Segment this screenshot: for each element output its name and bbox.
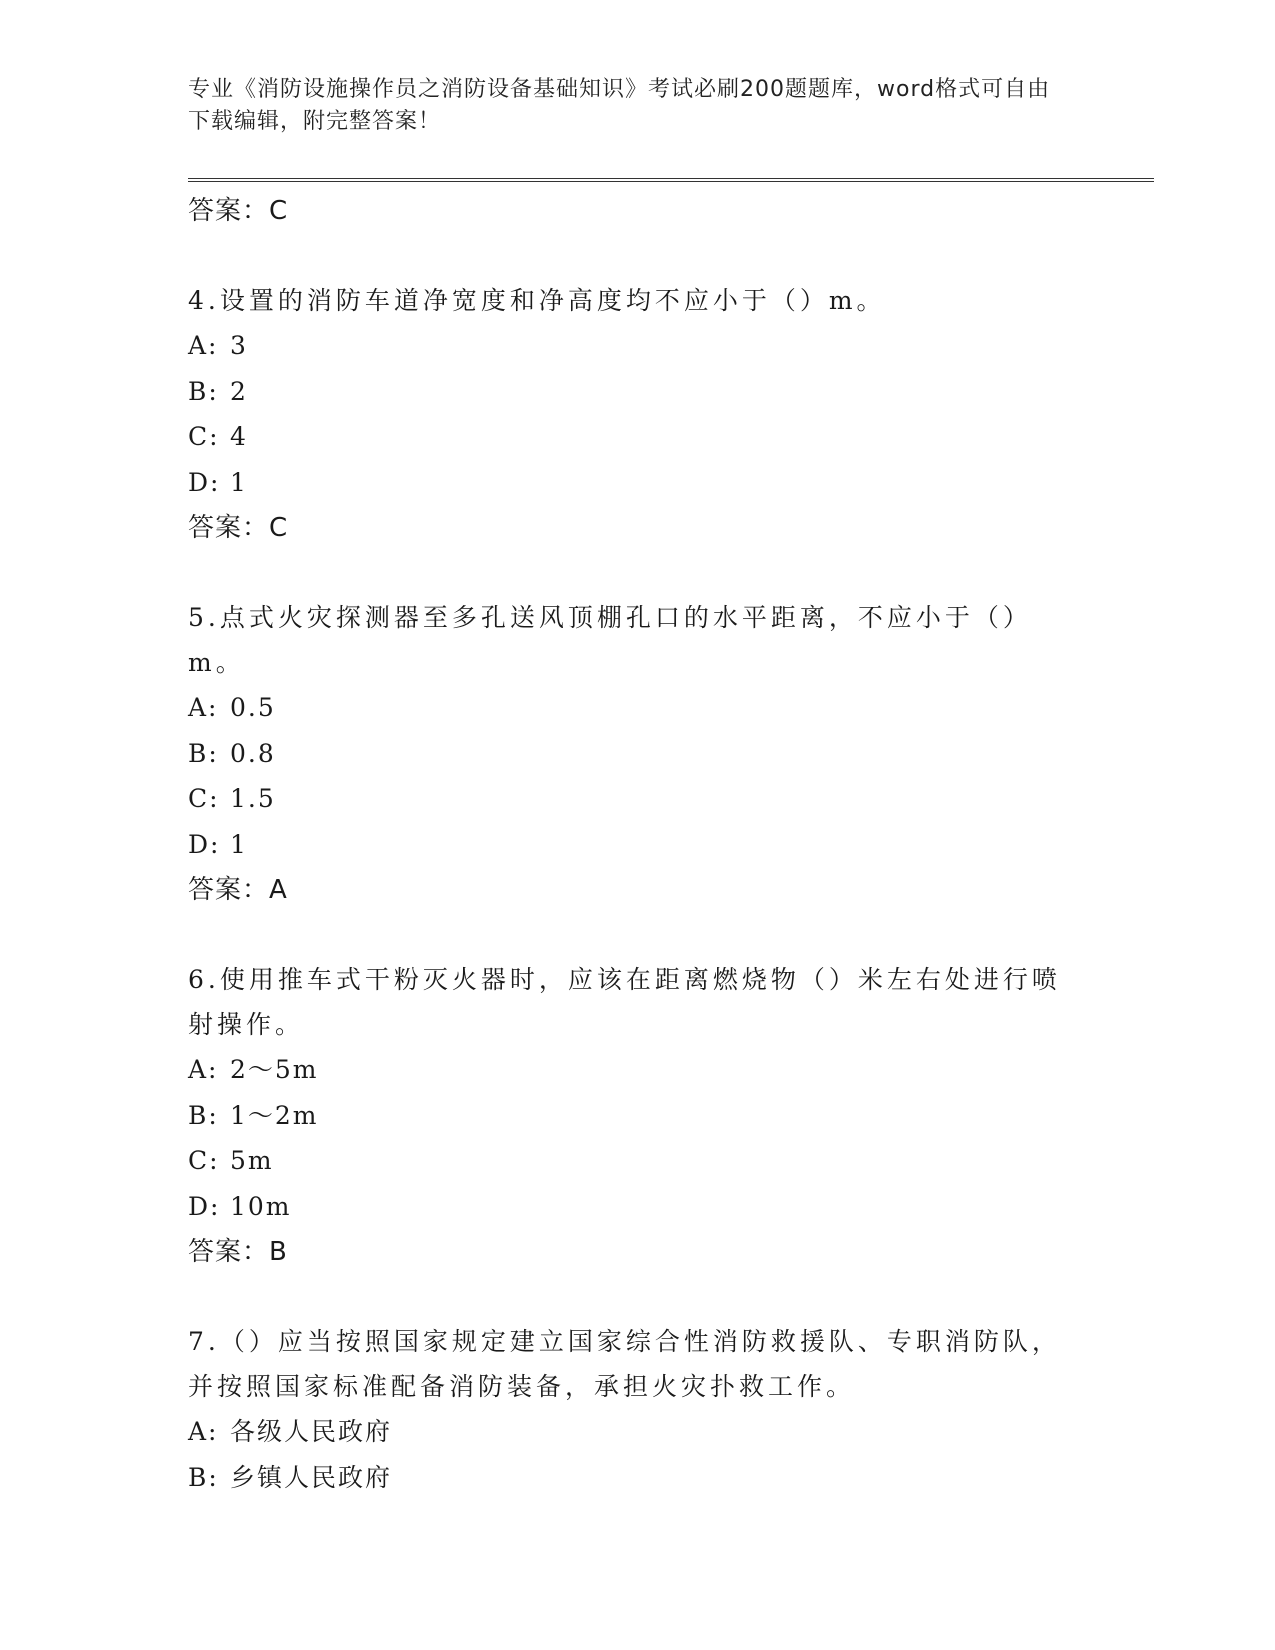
spacer [188,551,1088,595]
option-item [188,1138,1088,1184]
option-key: D: [188,1191,221,1221]
option-key: B: [188,376,219,406]
option-value: 各级人民政府 [230,1417,393,1446]
option-key: A: [188,331,219,360]
option-value: 2～5m [230,1055,319,1084]
answer-line: 答案：A [188,875,288,905]
option-value: 1 [230,467,248,497]
option-value: 乡镇人民政府 [230,1462,393,1492]
option-value: 4 [230,422,248,451]
answer-line: 答案：C [188,196,289,226]
option-key: B: [188,738,219,768]
option-key: A: [188,693,219,722]
document-header: 专业《消防设施操作员之消防设备基础知识》考试必刷200题题库，word格式可自由下载编辑，附完整答案！ [188,77,1051,134]
spacer [188,913,1088,957]
option-value: 1～2m [230,1100,319,1130]
option-item [188,323,1088,369]
option-key: C: [188,422,220,451]
question-text: 6.使用推车式干粉灭火器时，应该在距离燃烧物（）米左右处进行喷射操作。 [188,965,1061,1039]
option-item [188,460,1088,506]
option-item [188,822,1088,868]
header-divider [188,178,1154,182]
question-text: 7.（）应当按照国家规定建立国家综合性消防救援队、专职消防队，并按照国家标准配备消防装备，承担火灾扑救工作。 [188,1327,1061,1401]
spacer [188,1275,1088,1319]
option-key: C: [188,784,220,813]
question-text: 4.设置的消防车道净宽度和净高度均不应小于（）m。 [188,286,886,315]
option-value: 10m [230,1191,292,1221]
question-list [188,188,1088,1500]
option-key: D: [188,467,221,497]
option-key: B: [188,1462,219,1492]
answer-line: 答案：B [188,1237,288,1267]
option-item [188,1093,1088,1139]
option-item [188,685,1088,731]
option-key: A: [188,1417,219,1446]
option-value: 0.8 [230,738,276,768]
option-value: 1.5 [230,784,276,813]
option-item [188,414,1088,460]
answer-line: 答案：C [188,513,289,543]
option-key: D: [188,829,221,859]
spacer [188,234,1088,278]
option-item [188,1047,1088,1093]
option-item [188,369,1088,415]
option-key: B: [188,1100,219,1130]
option-item [188,731,1088,777]
option-key: A: [188,1055,219,1084]
option-item [188,1184,1088,1230]
option-item [188,1455,1088,1501]
option-item [188,776,1088,822]
option-key: C: [188,1146,220,1175]
option-value: 5m [230,1146,274,1175]
option-value: 1 [230,829,248,859]
option-value: 3 [230,331,248,360]
question-text: 5.点式火灾探测器至多孔送风顶棚孔口的水平距离，不应小于（）m。 [188,603,1032,677]
option-value: 0.5 [230,693,276,722]
option-value: 2 [230,376,248,406]
option-item [188,1409,1088,1455]
